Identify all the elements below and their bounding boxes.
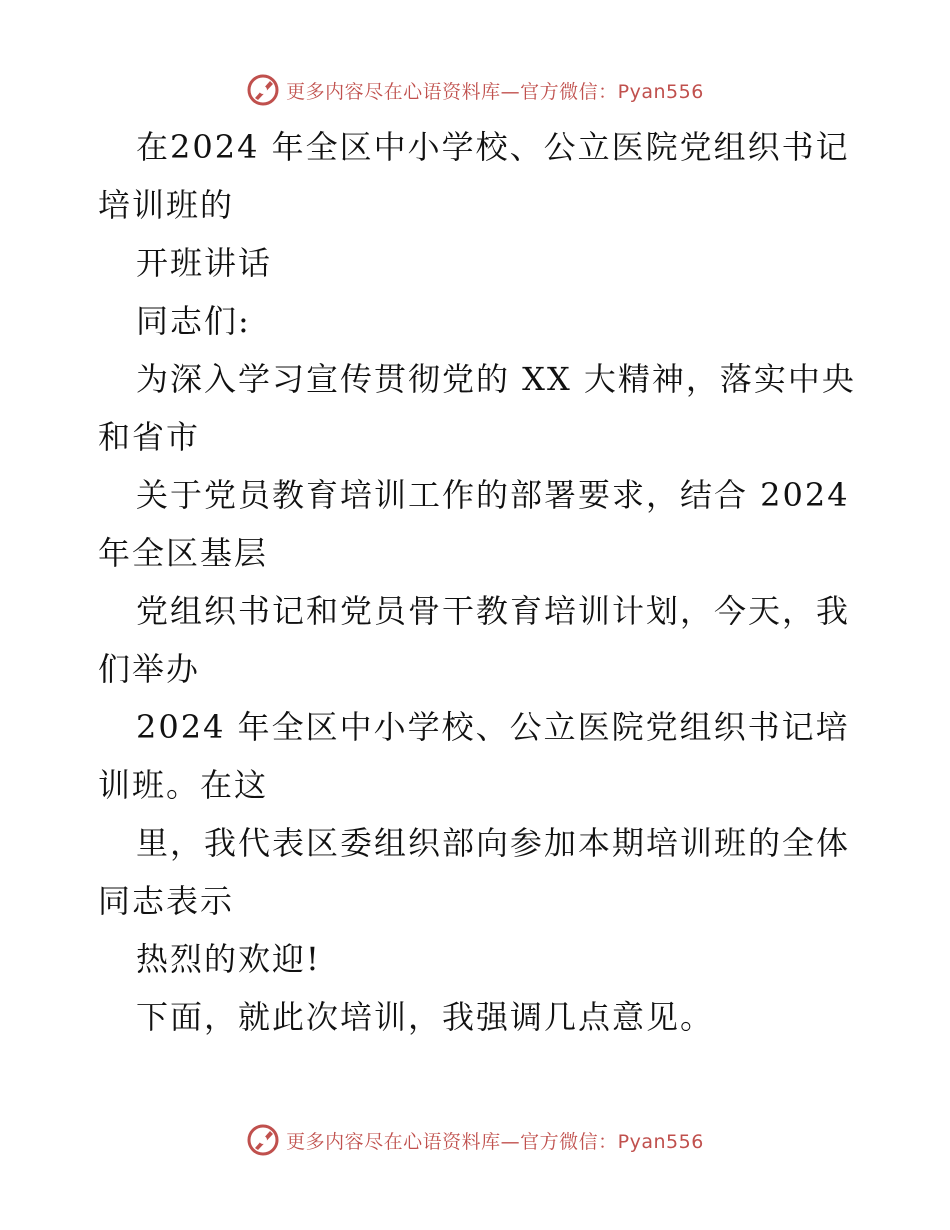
title-line-2: 培训班的 [98,186,235,224]
footer-watermark [0,1120,950,1160]
title-line-1: 在2024 年全区中小学校、公立医院党组织书记 [136,128,850,166]
paragraph-line: 关于党员教育培训工作的部署要求，结合 2024 [136,476,850,514]
paragraph-line: 为深入学习宣传贯彻党的 XX 大精神，落实中央 [136,360,856,398]
paragraph-line: 下面，就此次培训，我强调几点意见。 [136,998,715,1036]
document-body [98,118,858,1046]
title-line-3: 开班讲话 [136,244,273,282]
watermark-text: 更多内容尽在心语资料库—官方微信：Pyan556 [286,1130,704,1153]
header-watermark [0,70,950,110]
paragraph-line: 们举办 [98,650,201,688]
watermark-text: 更多内容尽在心语资料库—官方微信：Pyan556 [286,80,704,103]
quill-logo-icon [246,1123,280,1157]
paragraph-line: 里，我代表区委组织部向参加本期培训班的全体 [136,824,851,862]
quill-logo-icon [246,73,280,107]
salutation: 同志们: [136,302,251,340]
paragraph-line: 热烈的欢迎! [136,940,321,978]
paragraph-line: 党组织书记和党员骨干教育培训计划，今天，我 [136,592,851,630]
paragraph-line: 和省市 [98,418,201,456]
paragraph-line: 2024 年全区中小学校、公立医院党组织书记培 [136,708,850,746]
paragraph-line: 同志表示 [98,882,235,920]
paragraph-line: 训班。在这 [98,766,269,804]
paragraph-line: 年全区基层 [98,534,269,572]
